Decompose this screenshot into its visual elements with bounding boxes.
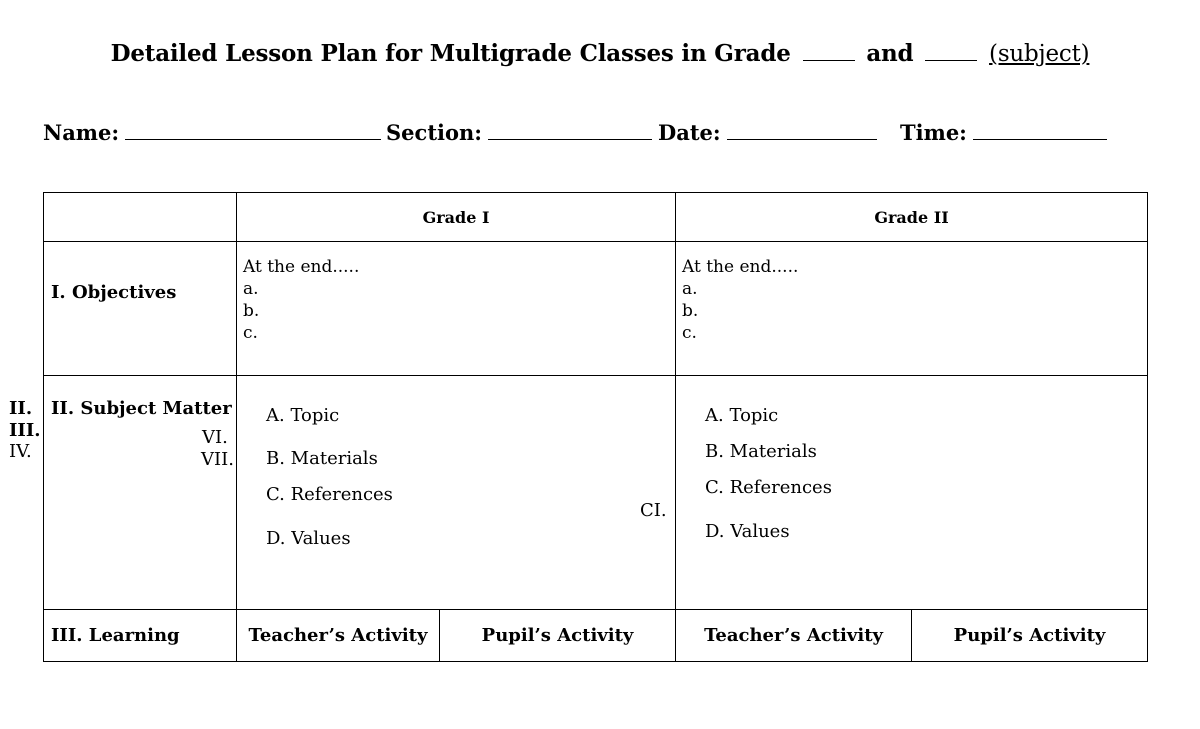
stray-numeral-ii: II. <box>9 398 33 419</box>
subject-matter-label-cell <box>44 376 237 610</box>
grade-blank-1 <box>803 40 855 61</box>
date-label: Date: <box>658 120 721 145</box>
learning-label: III. Learning <box>51 625 180 646</box>
name-line[interactable] <box>125 119 381 140</box>
empty-corner-cell <box>44 193 237 242</box>
stray-numeral-iv: IV. <box>9 441 32 462</box>
objectives-intro: At the end..... <box>682 257 799 277</box>
materials-item: B. Materials <box>705 441 817 462</box>
grade-2-header: Grade II <box>676 193 1148 242</box>
values-item: D. Values <box>266 528 351 549</box>
objective-item: a. <box>243 279 259 299</box>
stray-numeral-vii: VII. <box>201 449 234 470</box>
learning-label-cell <box>44 610 237 662</box>
subject-matter-row <box>44 376 1148 610</box>
section-field <box>386 119 652 145</box>
section-label: Section: <box>386 120 483 145</box>
objective-item: a. <box>682 279 698 299</box>
grade-2-teacher-activity-header: Teacher’s Activity <box>676 610 912 662</box>
time-label: Time: <box>900 120 967 145</box>
title-prefix: Detailed Lesson Plan for Multigrade Classes in Grade <box>110 40 791 67</box>
grade-blank-2 <box>925 40 977 61</box>
grade-2-objectives-cell[interactable] <box>676 242 1148 376</box>
date-field <box>658 119 877 145</box>
materials-item: B. Materials <box>266 448 378 469</box>
time-line[interactable] <box>973 119 1107 140</box>
grade-2-pupil-activity-header: Pupil’s Activity <box>912 610 1148 662</box>
objective-item: b. <box>243 301 260 321</box>
grade-1-subject-matter-cell[interactable] <box>237 376 676 610</box>
stray-numeral-iii: III. <box>9 420 41 441</box>
grade-1-pupil-activity-header: Pupil’s Activity <box>440 610 676 662</box>
references-item: C. References <box>705 477 832 498</box>
stray-numeral-ci: CI. <box>640 500 667 521</box>
objective-item: c. <box>682 323 697 343</box>
title-joiner: and <box>866 40 914 67</box>
subject-matter-label: II. Subject Matter <box>51 398 232 419</box>
page-title <box>0 40 1200 67</box>
objectives-label: I. Objectives <box>51 282 177 303</box>
objectives-label-cell <box>44 242 237 376</box>
name-field <box>43 119 381 145</box>
time-field <box>900 119 1107 145</box>
references-item: C. References <box>266 484 393 505</box>
grade-2-subject-matter-cell[interactable] <box>676 376 1148 610</box>
date-line[interactable] <box>727 119 877 140</box>
values-item: D. Values <box>705 521 790 542</box>
objective-item: c. <box>243 323 258 343</box>
topic-item: A. Topic <box>705 405 779 426</box>
stray-numeral-vi: VI. <box>202 427 228 448</box>
grade-1-teacher-activity-header: Teacher’s Activity <box>237 610 440 662</box>
learning-row <box>44 610 1148 662</box>
grade-header-row <box>44 193 1148 242</box>
name-label: Name: <box>43 120 120 145</box>
grade-1-objectives-cell[interactable] <box>237 242 676 376</box>
section-line[interactable] <box>488 119 652 140</box>
title-subject: (subject) <box>989 41 1090 67</box>
topic-item: A. Topic <box>266 405 340 426</box>
objective-item: b. <box>682 301 699 321</box>
objectives-intro: At the end..... <box>243 257 360 277</box>
grade-1-header: Grade I <box>237 193 676 242</box>
objectives-row <box>44 242 1148 376</box>
